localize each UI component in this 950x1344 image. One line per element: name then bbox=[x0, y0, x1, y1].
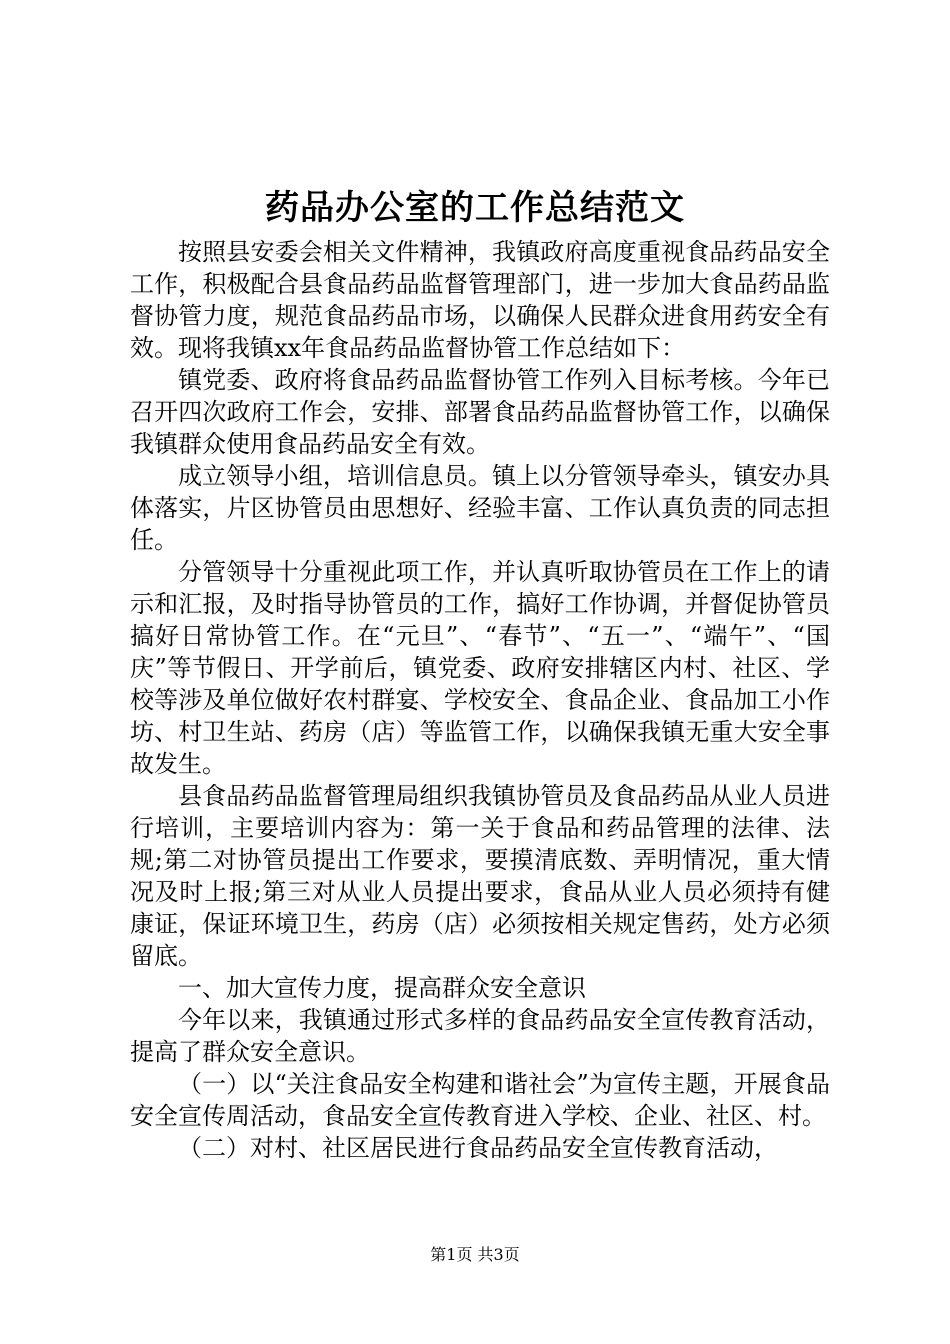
document-title: 药品办公室的工作总结范文 bbox=[265, 188, 685, 228]
section-heading-publicity: 一、加大宣传力度，提高群众安全意识 bbox=[178, 974, 586, 1002]
page-footer: 第1页 共3页 bbox=[430, 1245, 520, 1264]
paragraph-intro: 按照县安委会相关文件精神，我镇政府高度重视食品药品安全工作，积极配合县食品药品监督管理部门，进一步加大食品药品监督协管力度，规范食品药品市场，以确保人民群众进食用药安全有效。现将我镇xx年食品药品监督协管工作总结如下： bbox=[130, 238, 830, 362]
paragraph-publicity-item-2: （二）对村、社区居民进行食品药品安全宣传教育活动， bbox=[178, 1134, 778, 1162]
document-body bbox=[130, 236, 830, 1164]
paragraph-supervision: 分管领导十分重视此项工作，并认真听取协管员在工作上的请示和汇报，及时指导协管员的工作，搞好工作协调，并督促协管员搞好日常协管工作。在“元旦”、“春节”、“五一”、“端午”、“国庆”等节假日、开学前后，镇党委、政府安排辖区内村、社区、学校等涉及单位做好农村群宴、学校安全、食品企业、食品加工小作坊、村卫生站、药房（店）等监管工作，以确保我镇无重大安全事故发生。 bbox=[130, 558, 830, 778]
paragraph-publicity-item-1: （一）以“关注食品安全构建和谐社会”为宣传主题，开展食品安全宣传周活动，食品安全宣传教育进入学校、企业、社区、村。 bbox=[130, 1070, 830, 1130]
paragraph-leadership-group: 成立领导小组，培训信息员。镇上以分管领导牵头，镇安办具体落实，片区协管员由思想好、经验丰富、工作认真负责的同志担任。 bbox=[130, 462, 830, 554]
paragraph-publicity-intro: 今年以来，我镇通过形式多样的食品药品安全宣传教育活动，提高了群众安全意识。 bbox=[130, 1006, 830, 1066]
paragraph-targets: 镇党委、政府将食品药品监督协管工作列入目标考核。今年已召开四次政府工作会，安排、部署食品药品监督协管工作，以确保我镇群众使用食品药品安全有效。 bbox=[130, 366, 830, 458]
paragraph-training: 县食品药品监督管理局组织我镇协管员及食品药品从业人员进行培训，主要培训内容为：第一关于食品和药品管理的法律、法规;第二对协管员提出工作要求，要摸清底数、弄明情况，重大情况及时上报;第三对从业人员提出要求，食品从业人员必须持有健康证，保证环境卫生，药房（店）必须按相关规定售药，处方必须留底。 bbox=[130, 782, 830, 970]
